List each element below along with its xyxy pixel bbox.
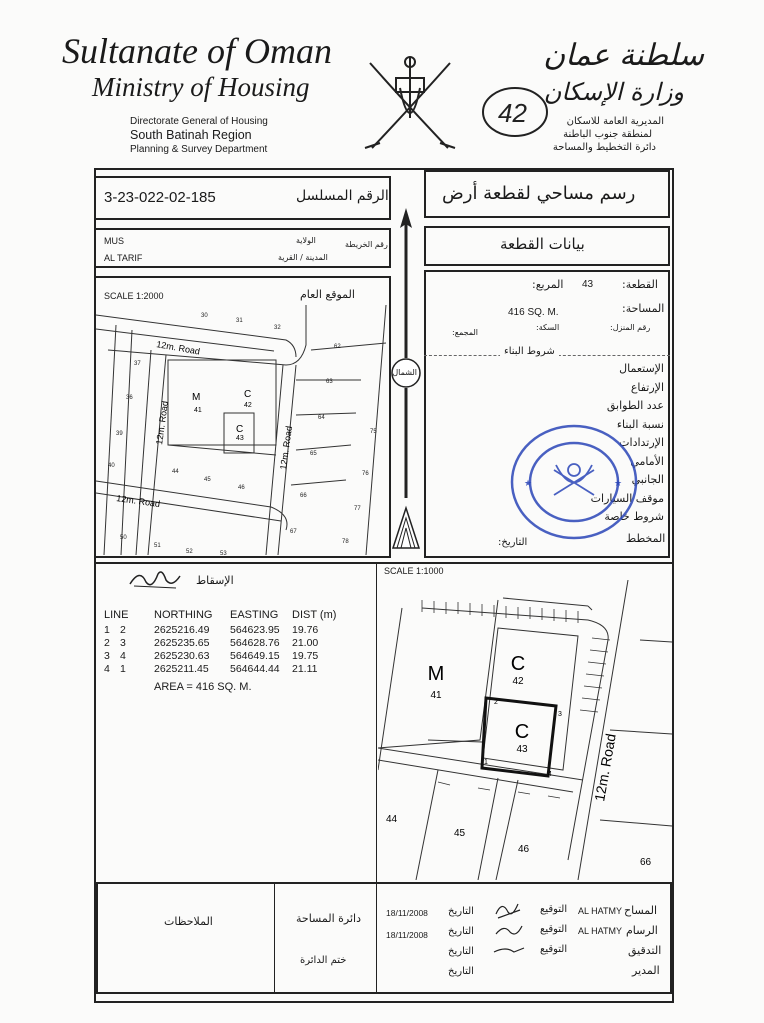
- wilayat-value: MUS: [104, 236, 124, 246]
- condition-item: الجانبي: [631, 473, 664, 486]
- footer-divider-2: [376, 884, 377, 992]
- gm-plot: 52: [186, 549, 193, 555]
- plan-label: المخطط: [626, 532, 666, 545]
- dept-ar-2: لمنطقة جنوب الباطنة: [563, 129, 652, 140]
- north-arrow-icon: [391, 208, 421, 558]
- gm-plot: 31: [236, 318, 243, 324]
- city-label: المدينة / القرية: [278, 253, 328, 262]
- title-en-sultanate: Sultanate of Oman: [62, 31, 332, 71]
- title-ar-sultanate: سلطنة عمان: [543, 38, 704, 73]
- gm-plot: 53: [220, 551, 227, 556]
- dept-line-1: Directorate General of Housing: [130, 116, 268, 127]
- plot-data-title: بيانات القطعة: [500, 235, 585, 253]
- gm-plot: 50: [120, 535, 127, 541]
- condition-item: الإستعمال: [619, 362, 664, 375]
- complex-label: المجمع:: [452, 328, 479, 337]
- footer-director: المدير: [632, 964, 660, 977]
- gm-plot: 40: [108, 463, 115, 469]
- gm-plot: 32: [274, 325, 281, 331]
- gm-letter-m: M: [192, 392, 201, 403]
- handwritten-number: 42: [498, 98, 527, 128]
- gm-plot: 75: [370, 429, 377, 435]
- gm-plot: 64: [318, 415, 325, 421]
- condition-item: موقف السيارات: [590, 491, 664, 505]
- gm-no-42: 42: [244, 402, 252, 409]
- condition-item: الإرتدادات: [619, 436, 664, 449]
- svg-text:★: ★: [524, 478, 533, 488]
- condition-item: نسبة البناء: [616, 417, 664, 431]
- general-map-scale: SCALE 1:2000: [104, 291, 164, 301]
- gm-plot: 65: [310, 451, 317, 457]
- plot-label: القطعة:: [622, 278, 658, 291]
- house-no-label: رقم المنزل:: [610, 323, 651, 332]
- date-1: 18/11/2008: [386, 908, 428, 918]
- official-stamp-icon: [506, 420, 642, 544]
- footer-notes: الملاحظات: [164, 915, 213, 928]
- sign-label: التوقيع: [540, 904, 568, 915]
- condition-item: الأمامي: [630, 454, 664, 468]
- area-label: المساحة:: [622, 302, 665, 315]
- footer-checker: التدقيق: [628, 944, 662, 957]
- footer-drafter: الرسام: [626, 924, 658, 937]
- gm-plot: 30: [201, 313, 208, 319]
- proj-no-45: 45: [454, 828, 466, 839]
- coord-header: LINE NORTHING EASTING DIST (m): [104, 609, 337, 621]
- projection-divider: [376, 562, 377, 882]
- gm-plot: 44: [172, 469, 179, 475]
- footer-stamp: ختم الدائرة: [300, 955, 347, 966]
- proj-no-42: 42: [512, 676, 524, 687]
- date-2: 18/11/2008: [386, 930, 428, 940]
- plot-value: 43: [582, 279, 594, 290]
- date-label: التاريخ: [448, 906, 474, 917]
- coord-row: 2 3 2625235.65 564628.76 21.00: [104, 637, 319, 649]
- condition-item: شروط خاصة: [604, 510, 664, 523]
- gm-plot: 63: [326, 379, 333, 385]
- proj-no-43: 43: [516, 744, 528, 755]
- gm-letter-c1: C: [244, 389, 252, 400]
- corner-1: 1: [484, 759, 488, 766]
- condition-item: عدد الطوابق: [606, 399, 664, 412]
- serial-value: 3-23-022-02-185: [104, 189, 216, 206]
- gm-road-label-right: 12m. Road: [278, 425, 295, 471]
- city-value: AL TARIF: [104, 253, 143, 263]
- gm-no-41: 41: [194, 407, 202, 414]
- gm-plot: 36: [126, 395, 133, 401]
- proj-letter-c2: C: [514, 721, 530, 743]
- gm-plot: 46: [238, 485, 245, 491]
- square-label: المربع:: [532, 278, 564, 291]
- serial-label: الرقم المسلسل: [296, 188, 389, 204]
- corner-3: 3: [558, 711, 562, 718]
- dept-ar-1: المديرية العامة للاسكان: [566, 116, 664, 127]
- section-divider: [94, 562, 674, 564]
- dept-ar-3: دائرة التخطيط والمساحة: [552, 142, 656, 153]
- gm-no-43: 43: [236, 435, 244, 442]
- proj-letter-m: M: [427, 663, 445, 685]
- coord-row: 1 2 2625216.49 564623.95 19.76: [104, 624, 319, 636]
- handwritten-circle: [478, 82, 552, 142]
- date-label: التاريخ: [448, 966, 474, 977]
- footer-surveyor: المساح: [624, 904, 658, 917]
- title-en-ministry: Ministry of Housing: [92, 72, 310, 102]
- gm-road-label-left: 12m. Road: [154, 400, 171, 446]
- proj-no-44: 44: [386, 814, 398, 825]
- proj-no-46: 46: [518, 844, 530, 855]
- projection-drawing: [378, 580, 672, 880]
- dept-line-2: South Batinah Region: [130, 128, 252, 142]
- coord-row: 3 4 2625230.63 564649.15 19.75: [104, 650, 319, 662]
- gm-plot: 76: [362, 471, 369, 477]
- sign-label: التوقيع: [540, 924, 568, 935]
- footer-divider-1: [274, 884, 275, 992]
- footer-survey-dept: دائرة المساحة: [296, 912, 361, 925]
- gm-road-label-bottom: 12m. Road: [115, 493, 161, 510]
- signature-icon: [126, 566, 184, 592]
- area-total: AREA = 416 SQ. M.: [154, 681, 252, 693]
- proj-letter-c1: C: [510, 653, 526, 675]
- area-value: 416 SQ. M.: [508, 307, 559, 318]
- gm-plot: 45: [204, 477, 211, 483]
- projection-scale: SCALE 1:1000: [384, 566, 444, 576]
- gm-plot: 77: [354, 506, 361, 512]
- general-map-drawing: [96, 305, 389, 556]
- gm-plot: 78: [342, 539, 349, 545]
- sign-label: التوقيع: [540, 944, 568, 955]
- gm-plot: 51: [154, 543, 161, 549]
- coord-row: 4 1 2625211.45 564644.44 21.11: [104, 663, 318, 675]
- corner-2: 2: [494, 699, 498, 706]
- condition-item: الإرتفاع: [630, 380, 664, 394]
- street-label: السكة:: [536, 323, 560, 332]
- corner-4: 4: [548, 771, 552, 778]
- proj-no-66: 66: [640, 857, 652, 868]
- gm-plot: 62: [334, 344, 341, 350]
- doc-title: رسم مساحي لقطعة أرض: [442, 183, 636, 204]
- gm-plot: 39: [116, 431, 123, 437]
- handwritten-signatures-icon: [490, 898, 530, 958]
- footer-box: [96, 882, 672, 994]
- proj-road-label: 12m. Road: [591, 732, 619, 803]
- emblem-icon: [360, 48, 460, 158]
- building-conditions-title: شروط البناء: [500, 346, 559, 357]
- gm-plot: 37: [134, 361, 141, 367]
- gm-plot: 67: [290, 529, 297, 535]
- title-ar-ministry: وزارة الإسكان: [543, 78, 684, 106]
- proj-no-41: 41: [430, 690, 442, 701]
- north-label: الشمال: [392, 368, 417, 377]
- plot-date-label: التاريخ:: [498, 537, 528, 548]
- map-no-label: رقم الخريطة: [345, 240, 388, 249]
- general-map-title: الموقع العام: [300, 288, 355, 301]
- surveyor-name: AL HATMY: [578, 906, 623, 916]
- drafter-name: AL HATMY: [578, 926, 623, 936]
- gm-road-label-top: 12m. Road: [155, 339, 201, 357]
- wilayat-label: الولاية: [296, 236, 316, 245]
- gm-letter-c2: C: [236, 424, 244, 435]
- projection-title: الإسقاط: [196, 574, 234, 587]
- dept-line-3: Planning & Survey Department: [130, 144, 268, 155]
- date-label: التاريخ: [448, 946, 474, 957]
- date-label: التاريخ: [448, 926, 474, 937]
- gm-plot: 66: [300, 493, 307, 499]
- svg-text:★: ★: [614, 478, 623, 488]
